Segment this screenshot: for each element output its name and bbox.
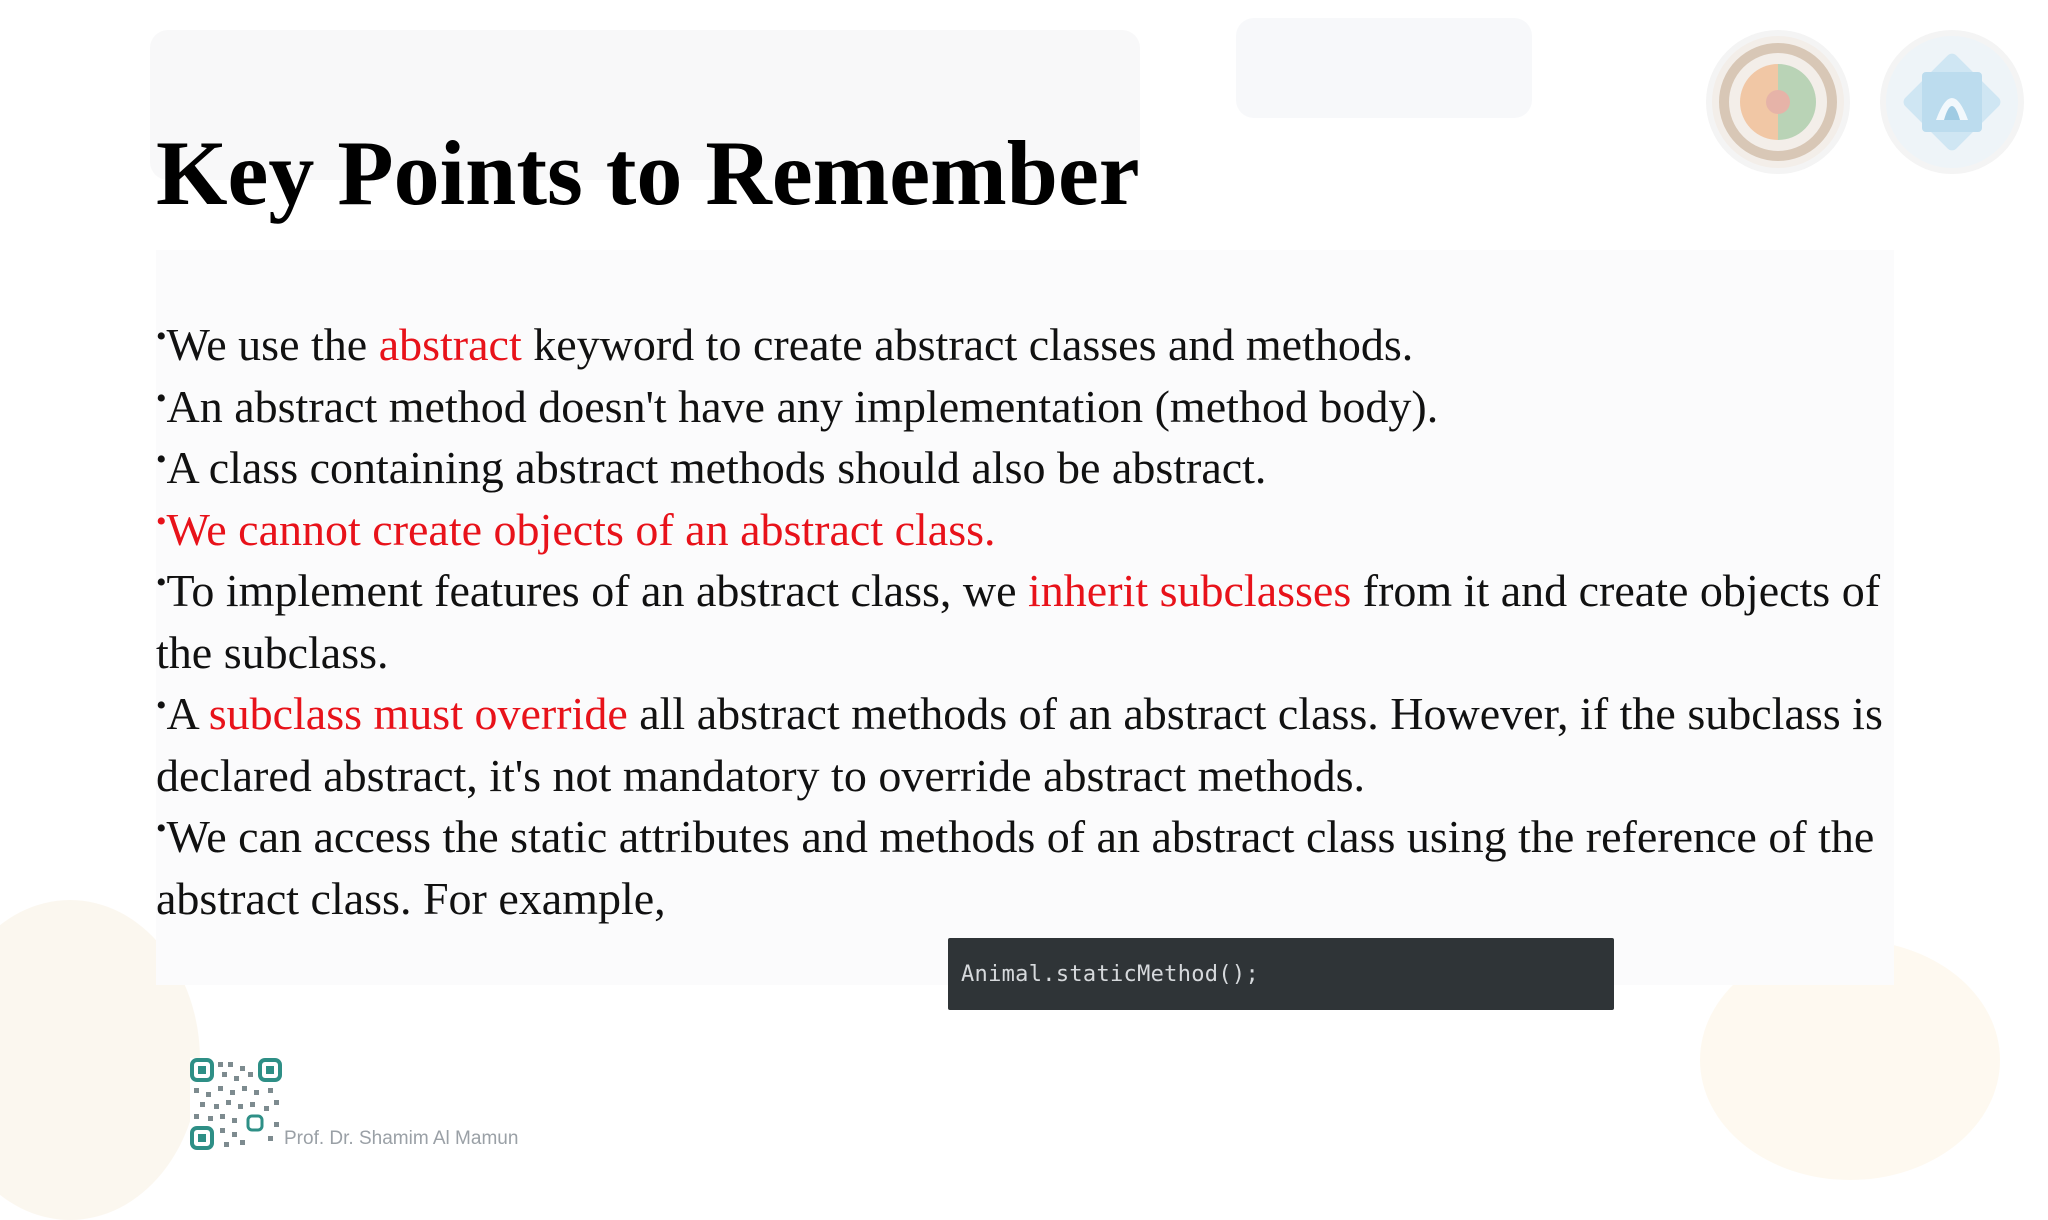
background-panel-right bbox=[1236, 18, 1532, 118]
bullet-item bbox=[156, 437, 1896, 499]
bullet-text: all abstract methods of an abstract class. However, if the subclass is declared abstract, it's not mandatory to override abstract methods. bbox=[156, 688, 1883, 801]
slide-title: Key Points to Remember bbox=[156, 122, 1140, 224]
bullet-item bbox=[156, 314, 1896, 376]
bullet-item bbox=[156, 376, 1896, 438]
bullet-marker: • bbox=[156, 566, 167, 599]
bullet-marker: • bbox=[156, 504, 167, 538]
bullet-highlight: inherit subclasses bbox=[1028, 565, 1352, 616]
bullet-marker: • bbox=[156, 443, 167, 476]
bullet-marker: • bbox=[156, 381, 167, 415]
bullet-text: To implement features of an abstract class, we bbox=[166, 565, 1029, 616]
bullet-text: A class containing abstract methods should also be abstract. bbox=[166, 442, 1267, 493]
bullet-text: An abstract method doesn't have any implementation (method body). bbox=[166, 380, 1439, 432]
bullet-marker: • bbox=[156, 320, 167, 353]
bullet-highlight: abstract bbox=[378, 319, 522, 370]
bullet-item bbox=[156, 560, 1896, 683]
bullet-item bbox=[156, 499, 1896, 561]
bullet-text: We use the bbox=[166, 319, 379, 370]
bullet-text: We can access the static attributes and methods of an abstract class using the reference of the abstract class. For example, bbox=[156, 811, 1875, 924]
qr-code-icon bbox=[190, 1058, 282, 1150]
bullet-marker: • bbox=[156, 812, 167, 845]
bullet-text: A bbox=[166, 688, 209, 739]
university-logo bbox=[1880, 30, 2024, 174]
university-logo-icon bbox=[1886, 36, 2018, 168]
bullet-list bbox=[156, 314, 1896, 929]
bullet-text: from it and create objects of the subclass. bbox=[156, 565, 1881, 678]
code-example: Animal.staticMethod(); bbox=[961, 961, 1259, 987]
presenter-name: Prof. Dr. Shamim Al Mamun bbox=[284, 1128, 519, 1149]
bullet-item bbox=[156, 683, 1896, 806]
bullet-marker: • bbox=[156, 689, 167, 722]
bullet-item bbox=[156, 806, 1896, 929]
aiil-lab-logo bbox=[1706, 30, 1850, 174]
code-example-box bbox=[948, 938, 1614, 1010]
bullet-highlight: subclass must override bbox=[208, 688, 628, 739]
bullet-text: keyword to create abstract classes and methods. bbox=[521, 319, 1414, 370]
aiil-lab-logo-icon bbox=[1712, 36, 1844, 168]
bullet-highlight: We cannot create objects of an abstract class. bbox=[166, 503, 996, 555]
